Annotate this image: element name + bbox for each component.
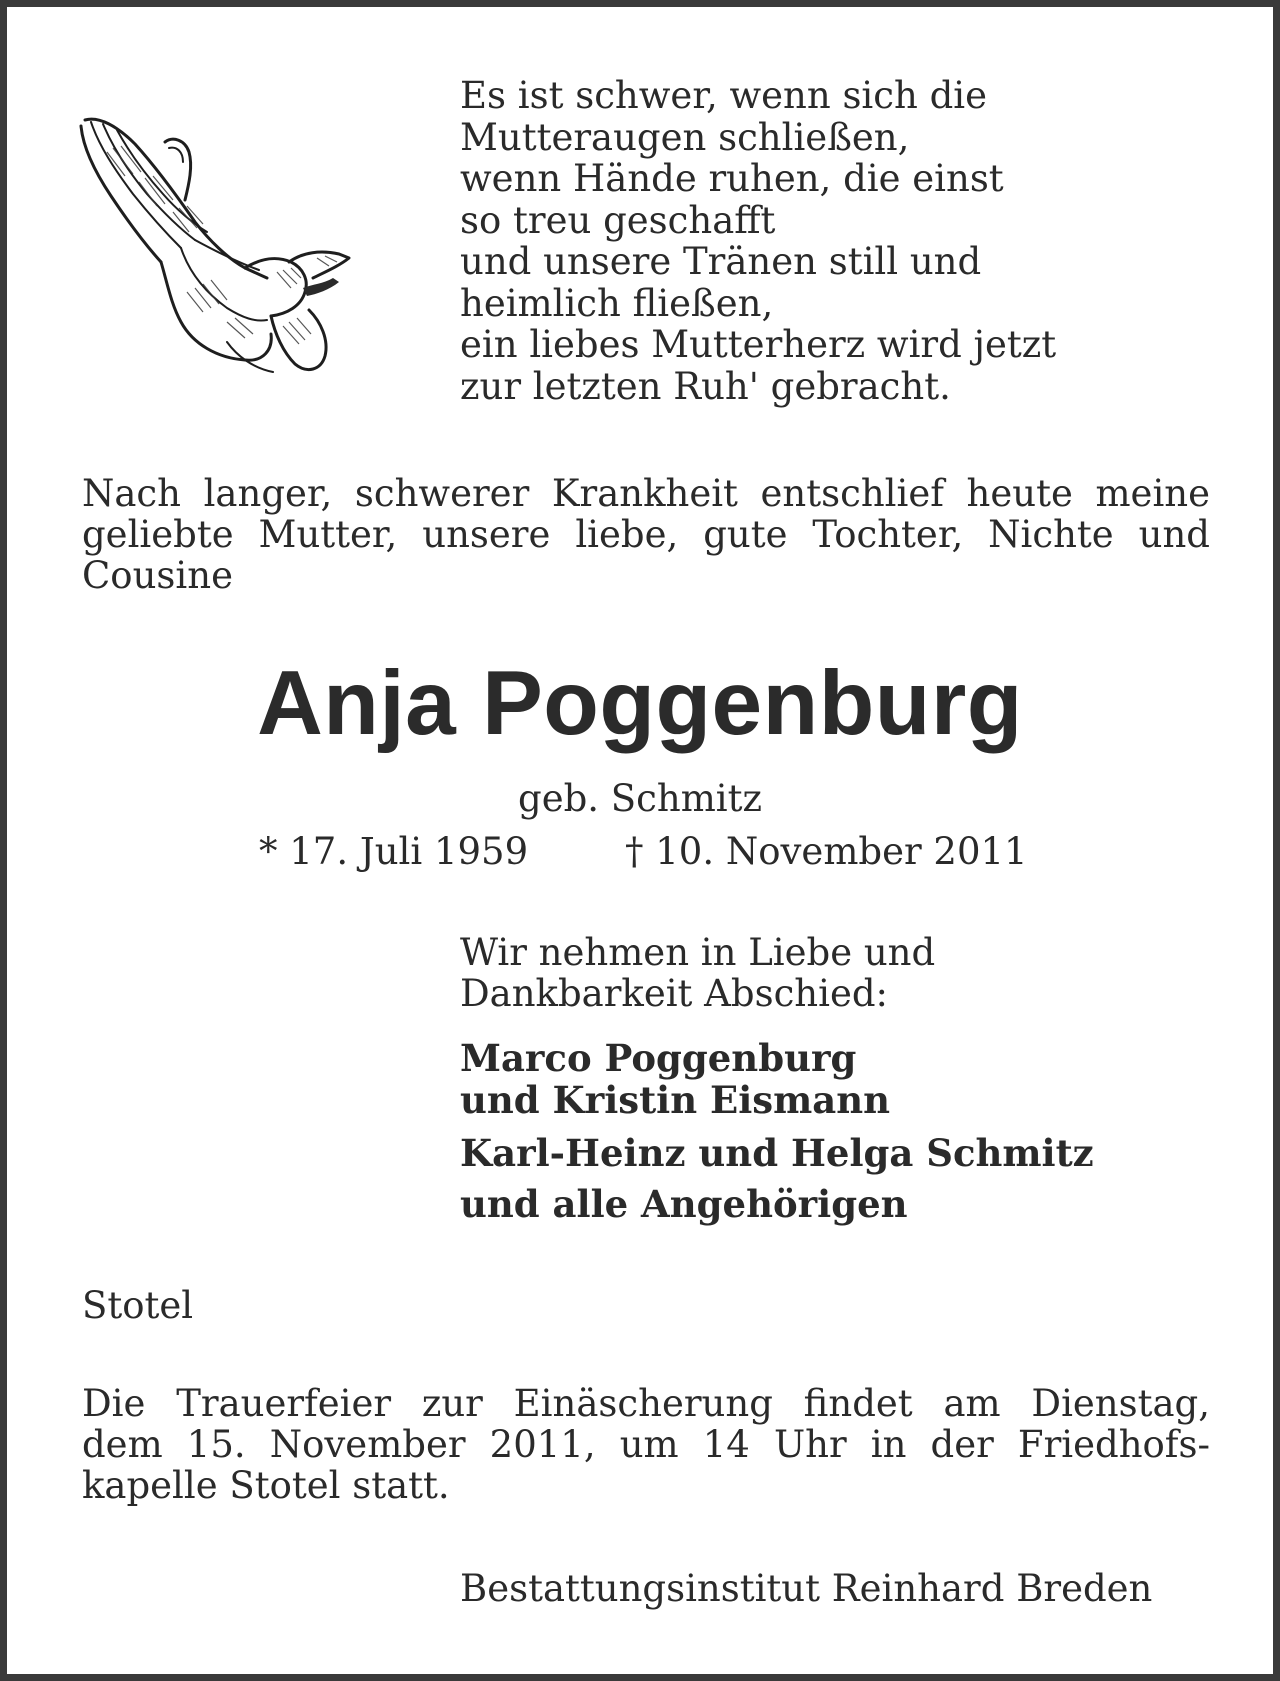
farewell-line: Dankbarkeit Abschied: [460, 972, 889, 1015]
poem-line: Mutteraugen schließen, [460, 115, 910, 159]
funeral-line: kapelle Stotel statt. [82, 1464, 450, 1507]
farewell-line: Wir nehmen in Liebe und [460, 931, 936, 974]
announcement-line: Nach langer, schwerer Krankheit entschlief heute meine [82, 472, 1210, 515]
poem-line: Es ist schwer, wenn sich die [460, 74, 987, 117]
announcement-text [82, 473, 1210, 596]
undertaker-name: Bestattungsinstitut Reinhard Breden [460, 1567, 1153, 1610]
mourner-line: und Kristin Eismann [460, 1078, 891, 1122]
poem-line: so treu geschafft [460, 198, 776, 242]
poem-line: wenn Hände ruhen, die einst [460, 157, 1004, 200]
farewell-text [460, 932, 935, 1014]
funeral-line: dem 15. November 2011, um 14 Uhr in der Friedhofs- [82, 1423, 1210, 1466]
maiden-name: geb. Schmitz [518, 777, 762, 820]
deceased-name: Anja Poggenburg [257, 653, 1023, 754]
poem-line: heimlich fließen, [460, 281, 774, 325]
funeral-details [82, 1383, 1210, 1506]
mourner-group: und alle Angehörigen [460, 1182, 908, 1226]
announcement-line: geliebte Mutter, unsere liebe, gute Tochter, Nichte und [82, 513, 1210, 556]
mourner-group [460, 1037, 890, 1121]
poem-line: zur letzten Ruh' gebracht. [460, 364, 951, 408]
funeral-line: Die Trauerfeier zur Einäscherung findet am Dienstag, [82, 1382, 1210, 1425]
poem-verse [460, 75, 1220, 407]
death-date: † 10. November 2011 [625, 830, 1028, 873]
place-name: Stotel [82, 1284, 194, 1327]
announcement-line: Cousine [82, 554, 233, 597]
mourner-line: Marco Poggenburg [460, 1036, 857, 1080]
poem-line: ein liebes Mutterherz wird jetzt [460, 323, 1057, 366]
poem-line: und unsere Tränen still und [460, 240, 982, 283]
praying-hands-icon [77, 112, 352, 377]
birth-date: * 17. Juli 1959 [259, 830, 529, 873]
mourner-group: Karl-Heinz und Helga Schmitz [460, 1131, 1094, 1175]
